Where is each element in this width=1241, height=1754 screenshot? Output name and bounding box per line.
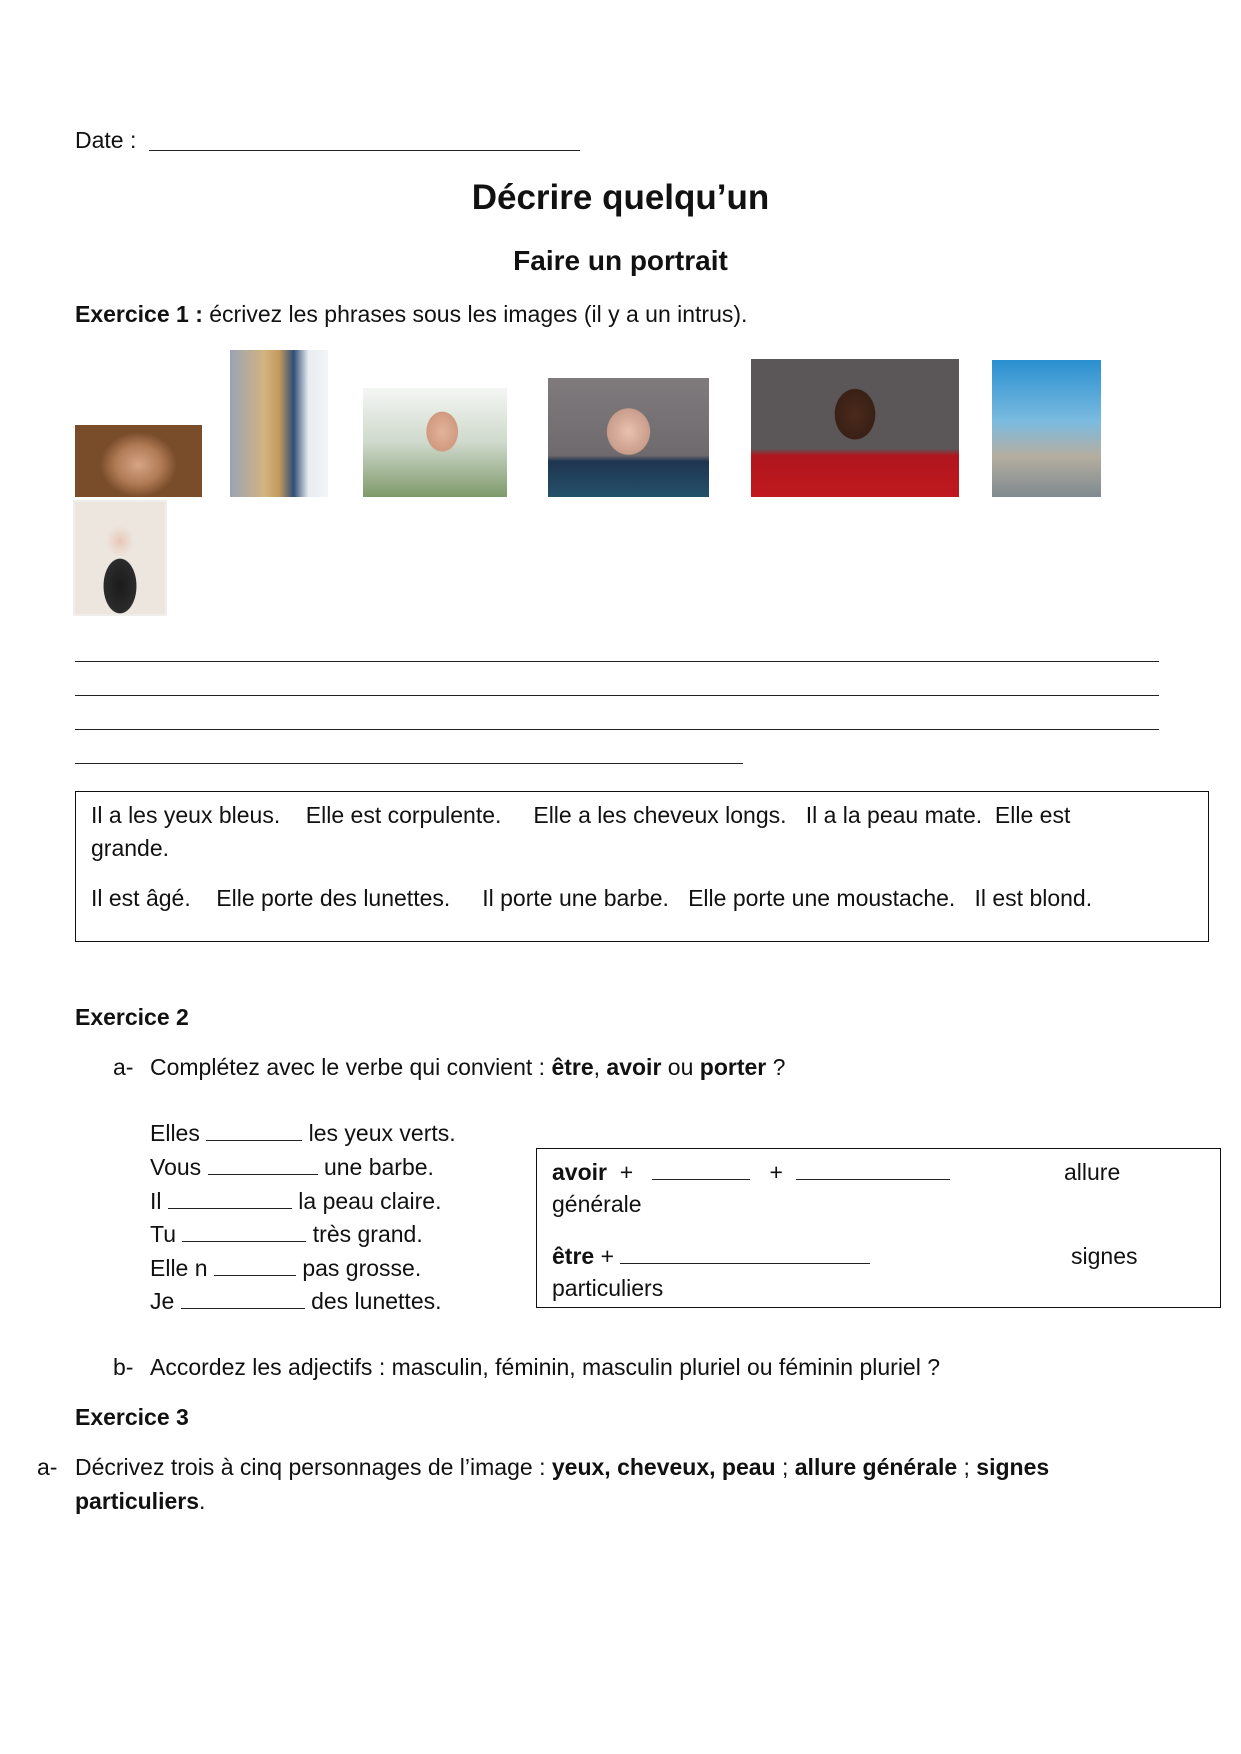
rest: la peau claire. (298, 1188, 442, 1214)
exercise2-b-marker: b- (113, 1354, 134, 1380)
subject: Elles (150, 1120, 200, 1146)
phrase: Elle est corpulente. (305, 802, 502, 828)
phrase-bank-line1 (91, 801, 1070, 829)
rest: très grand. (312, 1221, 423, 1247)
instruction-text: Complétez avec le verbe qui convient : (150, 1054, 546, 1080)
label-allure: allure (1064, 1159, 1121, 1185)
label-particuliers: particuliers (552, 1275, 664, 1301)
phrase-bank-box (75, 791, 1209, 942)
phrase-bank-line2 (91, 884, 1092, 912)
phrase: Elle porte des lunettes. (216, 885, 451, 911)
verb: être (552, 1243, 595, 1269)
subject: Elle n (150, 1255, 208, 1281)
subject: Je (150, 1288, 175, 1314)
exercise3-a-marker: a- (37, 1454, 58, 1480)
blank[interactable] (208, 1154, 318, 1175)
rest: des lunettes. (311, 1288, 442, 1314)
date-field[interactable] (149, 150, 580, 151)
keyword: signes (976, 1454, 1050, 1480)
exercise2-heading: Exercice 2 (75, 1004, 189, 1030)
conjunction: ou (667, 1054, 694, 1080)
subject: Vous (150, 1154, 202, 1180)
photo-woman-street (992, 360, 1101, 497)
instruction-text: Décrivez trois à cinq personnages de l’image : (75, 1454, 546, 1480)
phrase: Elle a les cheveux longs. (533, 802, 787, 828)
blank[interactable] (168, 1188, 292, 1209)
phrase: Il porte une barbe. (482, 885, 669, 911)
exercise2-a-marker: a- (113, 1054, 134, 1080)
phrase: Elle est (994, 802, 1071, 828)
label-signes: signes (1071, 1243, 1138, 1269)
phrase: Il a les yeux bleus. (91, 802, 281, 828)
phrase: Il a la peau mate. (805, 802, 983, 828)
keyword: allure générale (794, 1454, 958, 1480)
separator: ; (781, 1454, 789, 1480)
keyword: particuliers (75, 1488, 199, 1514)
rest: une barbe. (323, 1154, 434, 1180)
period: . (199, 1488, 206, 1514)
photo-woman-long-hair (230, 350, 328, 497)
photo-smiling-man (751, 359, 959, 497)
verb: être (551, 1054, 594, 1080)
exercise2-b-instruction: Accordez les adjectifs : masculin, féminin, masculin pluriel ou féminin pluriel ? (150, 1354, 941, 1380)
photo-elderly-man-beard (363, 388, 507, 497)
exercise3-a-instruction (75, 1453, 1049, 1481)
keyword: yeux, cheveux, peau (551, 1454, 776, 1480)
rest: pas grosse. (302, 1255, 422, 1281)
rest: les yeux verts. (308, 1120, 456, 1146)
phrase: grande. (91, 835, 170, 861)
exercise3-heading: Exercice 3 (75, 1404, 189, 1430)
photo-man-long-curly-hair (75, 425, 202, 497)
instruction-text: écrivez les phrases sous les images (il y a un intrus). (209, 301, 748, 327)
answer-line[interactable] (75, 729, 1159, 730)
verb: avoir (552, 1159, 607, 1185)
blank[interactable] (214, 1255, 296, 1276)
verb: porter (699, 1054, 767, 1080)
blank[interactable] (652, 1159, 750, 1180)
answer-line[interactable] (75, 661, 1159, 662)
phrase: Il est âgé. (91, 885, 191, 911)
page-title: Décrire quelqu’un (471, 178, 770, 217)
sentence (150, 1220, 423, 1248)
verb: avoir (606, 1054, 662, 1080)
separator: , (593, 1054, 601, 1080)
subject: Il (150, 1188, 162, 1214)
blank[interactable] (181, 1288, 305, 1309)
sentence (150, 1254, 421, 1282)
rule-box (536, 1148, 1221, 1308)
separator: ; (963, 1454, 970, 1480)
exercise3-a-instruction-wrap (75, 1487, 205, 1515)
phrase: Elle porte une moustache. (688, 885, 956, 911)
question-mark: ? (772, 1054, 786, 1080)
rule-etre (552, 1242, 870, 1270)
subject: Tu (150, 1221, 176, 1247)
blank[interactable] (796, 1159, 950, 1180)
sentence (150, 1153, 434, 1181)
blank[interactable] (620, 1243, 870, 1264)
sentence (150, 1187, 441, 1215)
page-subtitle: Faire un portrait (513, 245, 728, 276)
plus: + (769, 1159, 783, 1185)
answer-line[interactable] (75, 763, 743, 764)
blank[interactable] (182, 1221, 306, 1242)
sentence (150, 1287, 442, 1315)
label-generale: générale (552, 1191, 642, 1217)
sentence (150, 1119, 456, 1147)
phrase: Il est blond. (974, 885, 1093, 911)
answer-line[interactable] (75, 695, 1159, 696)
exercise1-instruction (75, 300, 747, 328)
date-label: Date : (75, 127, 137, 153)
rule-avoir (552, 1158, 950, 1186)
blank[interactable] (206, 1120, 302, 1141)
plus: + (600, 1243, 615, 1269)
photo-elderly-woman-glasses (548, 378, 709, 497)
photo-corpulent-woman (75, 502, 165, 614)
exercise1-heading: Exercice 1 : (75, 301, 203, 327)
exercise2-a-instruction (150, 1053, 785, 1081)
plus: + (619, 1159, 634, 1185)
